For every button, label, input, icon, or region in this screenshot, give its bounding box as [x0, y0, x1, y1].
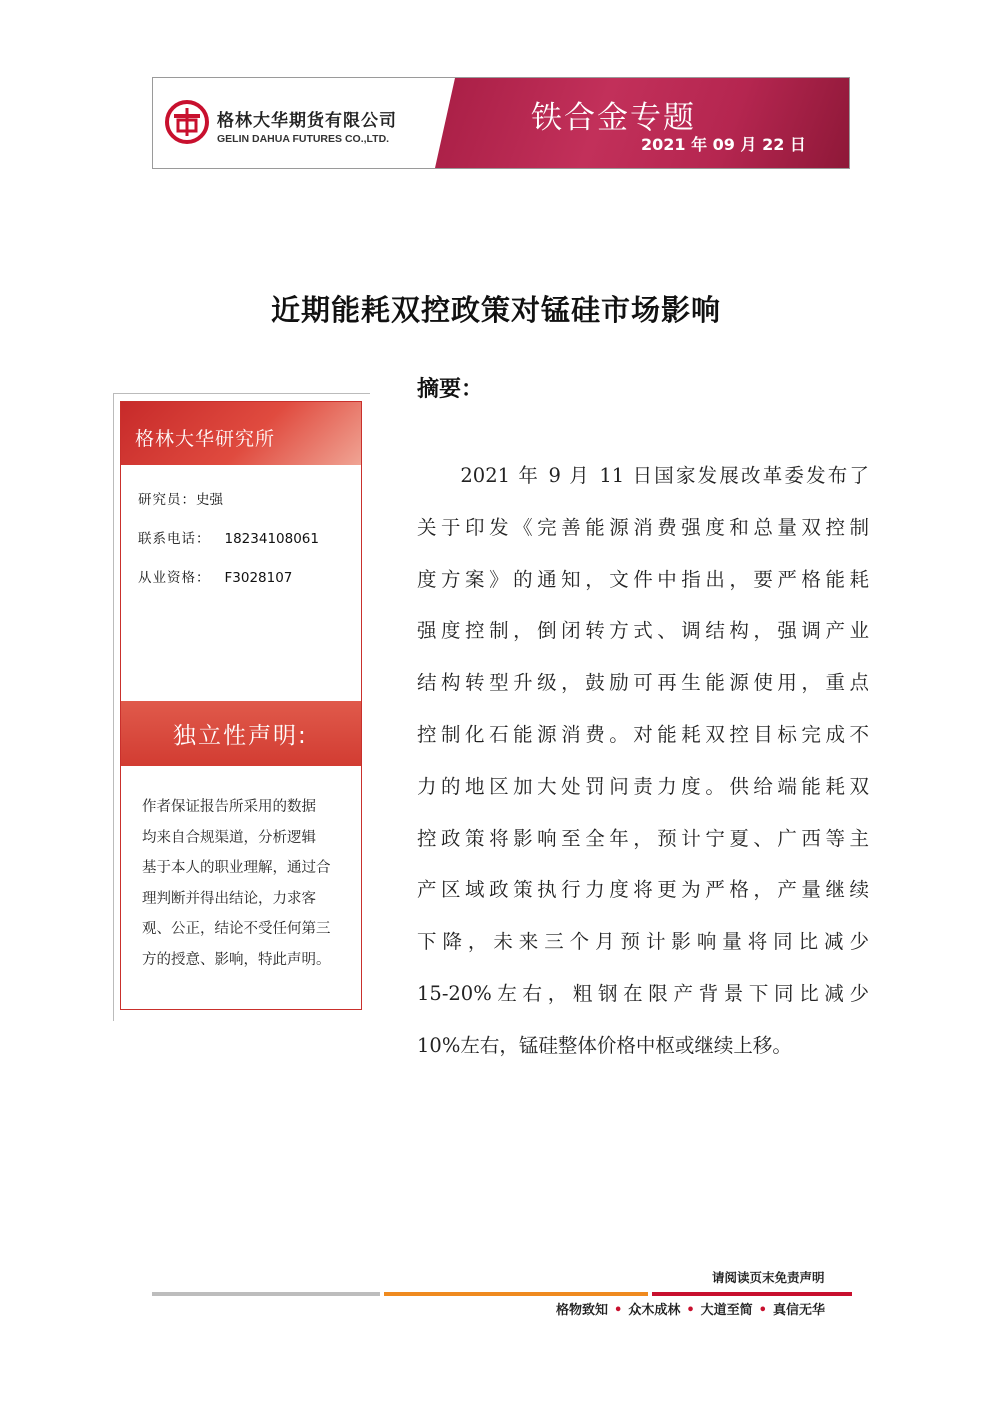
- footer-bar-gray: [152, 1292, 380, 1296]
- declaration-line: 基于本人的职业理解，通过合: [142, 860, 331, 876]
- abstract-line: 关于印发《完善能源消费强度和总量双控制: [417, 515, 869, 539]
- declaration-line: 方的授意、影响，特此声明。: [142, 951, 331, 968]
- abstract-line: 控政策将影响至全年，预计宁夏、广西等主: [417, 826, 869, 850]
- disclaimer-note: 请阅读页末免责声明: [712, 1270, 825, 1285]
- company-name-en: GELIN DAHUA FUTURES CO.,LTD.: [217, 133, 390, 145]
- footer-bar-orange: [384, 1292, 648, 1296]
- bullet-icon: •: [758, 1303, 767, 1318]
- license-label: 从业资格：: [138, 570, 211, 586]
- declaration-line: 均来自合规渠道，分析逻辑: [142, 829, 316, 846]
- motto: 大道至简: [700, 1303, 753, 1318]
- license-value: F3028107: [224, 570, 293, 586]
- abstract-line: 产区域政策执行力度将更为严格，产量继续: [417, 878, 869, 902]
- abstract-line: 15-20%左右，粗钢在限产背景下同比减少: [417, 981, 869, 1005]
- institute-name: 格林大华研究所: [135, 428, 276, 450]
- header-banner: [152, 77, 850, 169]
- bullet-icon: •: [614, 1303, 623, 1318]
- gelin-dahua-logo-icon: [165, 100, 209, 144]
- declaration-header: [121, 701, 361, 766]
- abstract-line: 控制化石能源消费。对能耗双控目标完成不: [417, 722, 869, 746]
- researcher-value: 史强: [196, 492, 223, 508]
- motto: 众木成林: [628, 1303, 681, 1318]
- institute-header: [121, 402, 361, 465]
- phone-label: 联系电话：: [138, 531, 211, 547]
- phone-row: [138, 527, 319, 547]
- license-row: [138, 566, 292, 586]
- declaration-line: 作者保证报告所采用的数据: [142, 799, 316, 815]
- abstract-line: 下降，未来三个月预计影响量将同比减少: [417, 930, 869, 954]
- company-name-cn: 格林大华期货有限公司: [217, 111, 397, 131]
- declaration-text: [142, 792, 347, 975]
- researcher-label: 研究员：: [138, 492, 196, 508]
- report-date: 2021 年 09 月 22 日: [641, 135, 806, 154]
- footer-mottos: [556, 1299, 825, 1318]
- footer-bar-red: [652, 1292, 852, 1296]
- declaration-line: 理判断并得出结论，力求客: [142, 890, 316, 907]
- abstract-line: 强度控制，倒闭转方式、调结构，强调产业: [417, 619, 869, 643]
- bullet-icon: •: [686, 1303, 695, 1318]
- abstract-label: 摘要：: [417, 377, 484, 402]
- document-title: 近期能耗双控政策对锰硅市场影响: [270, 293, 721, 327]
- motto: 格物致知: [556, 1303, 609, 1318]
- abstract-line: 2021 年 9 月 11 日国家发展改革委发布了: [417, 464, 869, 487]
- phone-value: 18234108061: [224, 531, 319, 547]
- abstract-body: [417, 450, 869, 1072]
- motto: 真信无华: [772, 1303, 825, 1318]
- abstract-line: 度方案》的通知，文件中指出，要严格能耗: [417, 567, 869, 591]
- report-type: 铁合金专题: [531, 100, 696, 136]
- declaration-line: 观、公正，结论不受任何第三: [142, 921, 331, 937]
- researcher-row: [138, 488, 223, 508]
- declaration-title: 独立性声明:: [173, 723, 308, 749]
- abstract-line: 力的地区加大处罚问责力度。供给端能耗双: [417, 774, 869, 798]
- abstract-line: 10%左右，锰硅整体价格中枢或继续上移。: [417, 1033, 792, 1057]
- abstract-line: 结构转型升级，鼓励可再生能源使用，重点: [417, 671, 869, 695]
